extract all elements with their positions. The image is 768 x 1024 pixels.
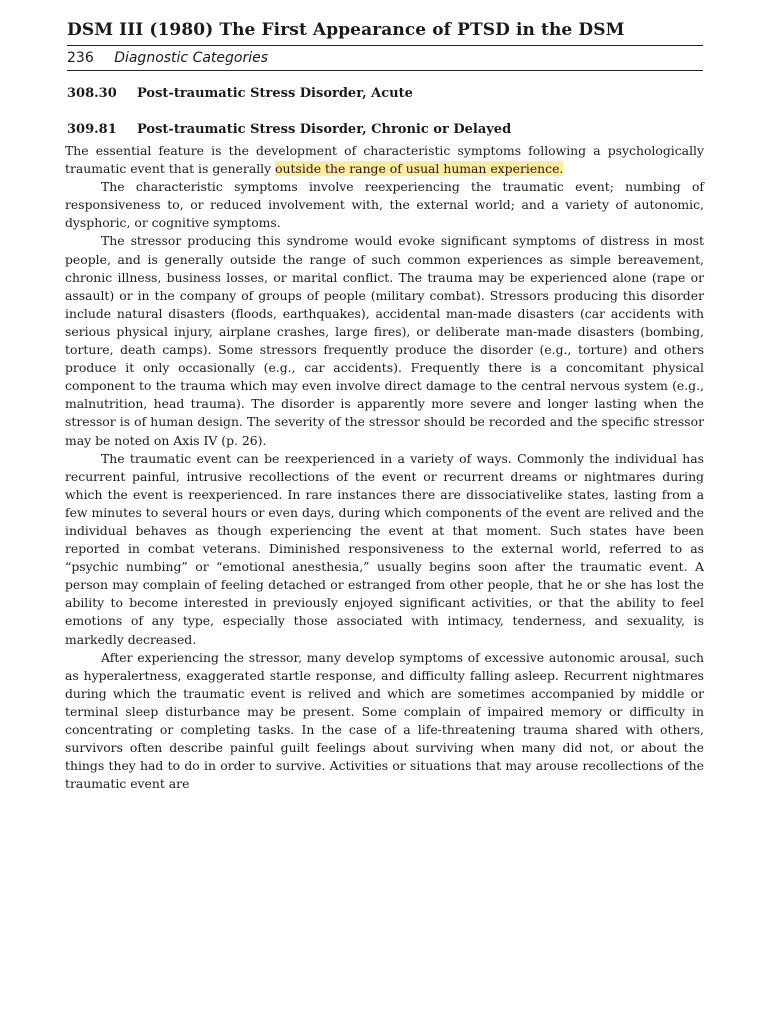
section-name: Diagnostic Categories — [114, 50, 269, 66]
highlighted-text: outside the range of usual human experience. — [275, 161, 564, 177]
heading-code: 309.81 — [67, 122, 117, 137]
heading-text: Post-traumatic Stress Disorder, Chronic or Delayed — [137, 122, 512, 137]
paragraph-stressor: The stressor producing this syndrome would evoke significant symptoms of distress in most people, and is generally outside the range of such common experiences as simple bereavement, chronic illness, business losses, or marital conflict. The trauma may be experienced alone (rape or assault) or in the company of groups of people (military combat). Stressors producing this disorder include natural disasters (floods, earthquakes), accidental man-made disasters (car accidents with serious physical injury, airplane crashes, large fires), or deliberate man-made disasters (bombing, torture, death camps). Some stressors frequently produce the disorder (e.g., torture) and others produce it only occasionally (e.g., car accidents). Frequently there is a concomitant physical component to the trauma which may even involve direct damage to the central nervous system (e.g., malnutrition, head trauma). The disorder is apparently more severe and longer lasting when the stressor is of human design. The severity of the stressor should be recorded and the specific stressor may be noted on Axis IV (p. 26). — [65, 233, 704, 448]
heading-code: 308.30 — [67, 86, 117, 101]
heading-chronic — [67, 122, 511, 137]
running-head — [67, 50, 268, 66]
body-text — [65, 142, 704, 793]
header-rule — [67, 70, 703, 71]
page-number: 236 — [67, 50, 94, 66]
paragraph-reexperiencing: The traumatic event can be reexperienced in a variety of ways. Commonly the individual has recurrent painful, intrusive recollections of the event or recurrent dreams or nightmares during which the event is reexperienced. In rare instances there are dissociativelike states, lasting from a few minutes to several hours or even days, during which components of the event are relived and the individual behaves as though experiencing the event at that moment. Such states have been reported in combat veterans. Diminished responsiveness to the external world, referred to as “psychic numbing” or “emotional anesthesia,” usually begins soon after the traumatic event. A person may complain of feeling detached or estranged from other people, that he or she has lost the ability to become interested in previously enjoyed significant activities, or that the ability to feel emotions of any type, especially those associated with intimacy, tenderness, and sexuality, is markedly decreased. — [65, 450, 704, 647]
heading-acute — [67, 86, 413, 101]
paragraph-essential-feature — [65, 142, 704, 178]
paragraph-text: The essential feature is the development of characteristic symptoms following a psychologically traumatic event that is generally — [65, 143, 704, 177]
page-title: DSM III (1980) The First Appearance of PTSD in the DSM — [67, 20, 625, 40]
paragraph-symptoms: The characteristic symptoms involve reexperiencing the traumatic event; numbing of responsiveness to, or reduced involvement with, the external world; and a variety of autonomic, dysphoric, or cognitive symptoms. — [65, 179, 704, 231]
heading-text: Post-traumatic Stress Disorder, Acute — [137, 86, 413, 101]
paragraph-arousal: After experiencing the stressor, many develop symptoms of excessive autonomic arousal, such as hyperalertness, exaggerated startle response, and difficulty falling asleep. Recurrent nightmares during which the traumatic event is relived and which are sometimes accompanied by middle or terminal sleep disturbance may be present. Some complain of impaired memory or difficulty in concentrating or completing tasks. In the case of a life-threatening trauma shared with others, survivors often describe painful guilt feelings about surviving when many did not, or about the things they had to do in order to survive. Activities or situations that may arouse recollections of the traumatic event are — [65, 649, 704, 792]
title-rule — [67, 45, 703, 46]
